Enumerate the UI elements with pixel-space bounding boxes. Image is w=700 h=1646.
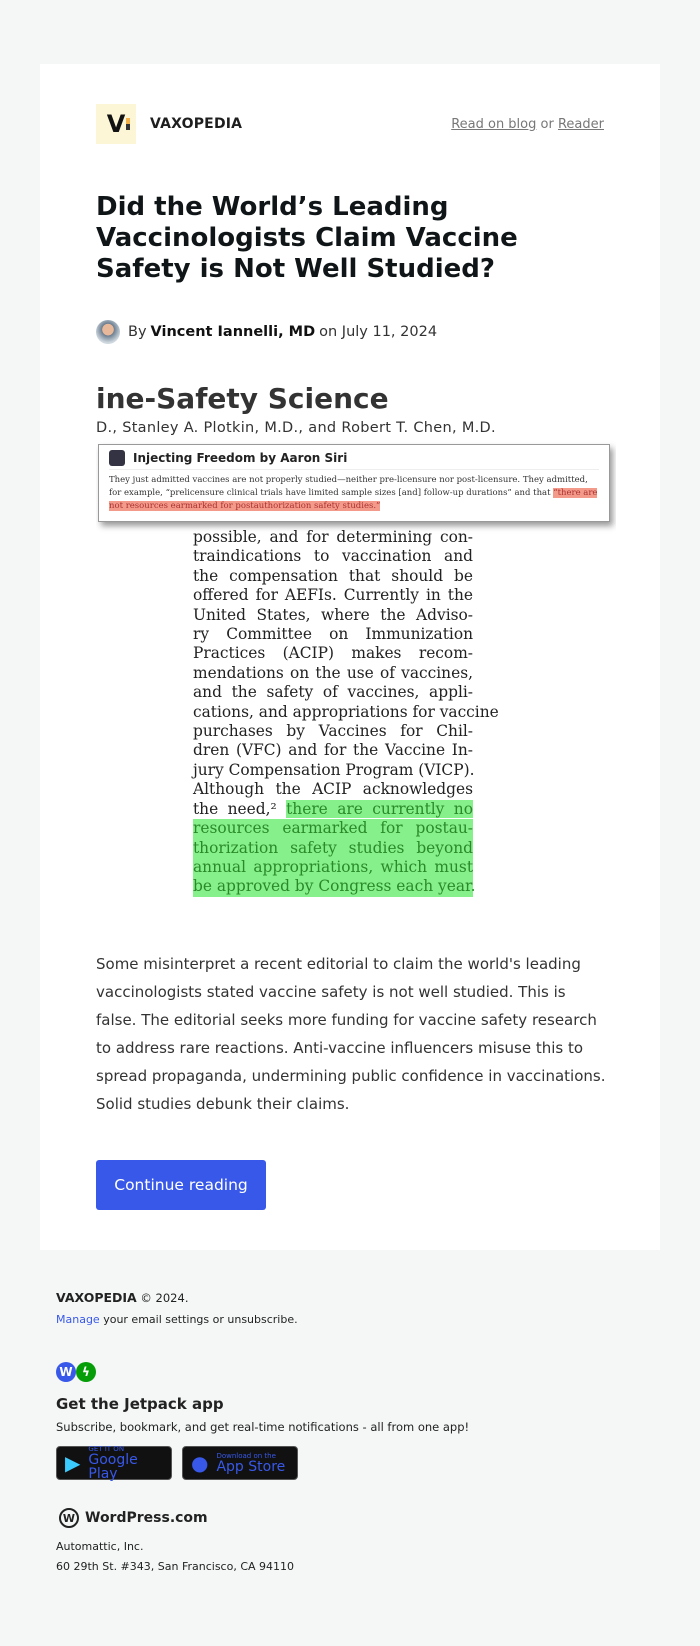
apple-icon: ● xyxy=(191,1451,209,1475)
jetpack-icon: ϟ xyxy=(76,1362,96,1382)
book-quote-overlay: Injecting Freedom by Aaron Siri They just admitted vaccines are not properly studied—neither pre-licensure nor post-licensure. They admitted, for example, “prelicensure clinical trials have limited sample sizes [and] follow-up durations” and that “there are not resources earmarked for postauthorization safety studies.” xyxy=(98,444,610,522)
wordpress-brand[interactable]: W WordPress.com xyxy=(56,1508,208,1528)
site-name[interactable]: VAXOPEDIA xyxy=(150,116,243,132)
author-photo-icon xyxy=(109,450,125,466)
footer-site: VAXOPEDIA © 2024. xyxy=(56,1290,189,1305)
company-name: Automattic, Inc. xyxy=(56,1540,144,1553)
email-card xyxy=(40,64,660,1250)
post-date: on July 11, 2024 xyxy=(319,324,438,340)
company-address: 60 29th St. #343, San Francisco, CA 94110 xyxy=(56,1560,295,1573)
post-title[interactable]: Did the World’s Leading Vaccinologists Claim Vaccine Safety is Not Well Studied? xyxy=(96,192,518,284)
image-heading: ine-Safety Science xyxy=(96,382,389,415)
read-on-blog-link[interactable]: Read on blog xyxy=(451,116,537,132)
play-icon: ▶ xyxy=(65,1451,81,1475)
manage-link[interactable]: Manage xyxy=(56,1313,100,1326)
footer-manage: Manage your email settings or unsubscribe. xyxy=(56,1313,298,1326)
author-name: Vincent Iannelli, MD xyxy=(150,324,316,340)
continue-reading-button[interactable]: Continue reading xyxy=(96,1160,266,1210)
app-icons xyxy=(56,1362,96,1382)
wordpress-logo-icon: W xyxy=(59,1508,79,1528)
google-play-button[interactable]: ▶ GET IT ON Google Play xyxy=(56,1446,172,1480)
byline: By Vincent Iannelli, MD on July 11, 2024 xyxy=(96,320,437,344)
app-badges xyxy=(56,1446,308,1480)
jetpack-text: Subscribe, bookmark, and get real-time notifications - all from one app! xyxy=(56,1420,470,1434)
header-links: Read on blog or Reader xyxy=(451,116,604,132)
site-logo[interactable]: V xyxy=(96,104,136,144)
featured-image[interactable] xyxy=(96,380,616,900)
header xyxy=(96,104,604,144)
author-avatar xyxy=(96,320,120,344)
wordpress-icon: W xyxy=(56,1362,76,1382)
post-excerpt: Some misinterpret a recent editorial to claim the world's leading vaccinologists stated vaccine safety is not well studied. This is false. The editorial seeks more funding for vaccine safety research to address rare reactions. Anti-vaccine influencers misuse this to spread propaganda, undermining public confidence in vaccinations. Solid studies debunk their claims. xyxy=(96,955,606,1113)
image-article-text: possible, and for determining con- traindications to vaccination and the compensation that should be offered for AEFIs. Currently in the United States, where the Adviso- ry Committee on Immunization Practices (ACIP) makes recom- mendations on the use of vaccines, and the safety of vaccines, appli- cations, and appropriations for vaccine purchases by Vaccines for Chil- dren (VFC) and for the Vaccine In- jury Compensation Program (VICP). Although the ACIP acknowledges the need,² there are currently no resources earmarked for postau- thorization safety studies beyond annual appropriations, which must be approved by Congress each year. xyxy=(193,528,499,896)
reader-link[interactable]: Reader xyxy=(557,116,604,132)
image-authors: D., Stanley A. Plotkin, M.D., and Robert T. Chen, M.D. xyxy=(96,420,496,436)
app-store-button[interactable]: ● Download on the App Store xyxy=(182,1446,298,1480)
jetpack-title: Get the Jetpack app xyxy=(56,1395,224,1413)
